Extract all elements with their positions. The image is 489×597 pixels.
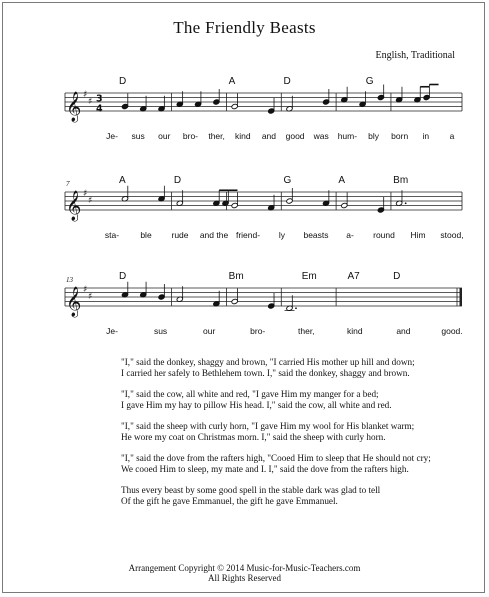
treble-clef-icon: 𝄞 (66, 287, 82, 317)
final-barline (460, 288, 463, 306)
treble-clef-icon: 𝄞 (66, 191, 82, 221)
chord-symbol: D (119, 271, 127, 282)
lyric-syllable: stood, (440, 230, 464, 240)
verse-line: "I," said the cow, all white and red, "I gave Him my manger for a bed; (121, 389, 379, 399)
time-signature-top: 3 (96, 93, 103, 105)
treble-clef-icon: 𝄞 (66, 92, 82, 122)
verse-line: I gave Him my hay to pillow His head. I," said the cow, all white and red. (121, 400, 392, 410)
lyric-syllable: ther, (208, 131, 225, 141)
lyric-syllable: hum- (337, 131, 358, 141)
lyric-syllable: was (313, 131, 329, 141)
verse (121, 357, 461, 379)
chord-symbol: D (173, 175, 182, 186)
lyric-syllable: ly (278, 230, 286, 240)
verse-line: I carried her safely to Bethlehem town. I," said the donkey, shaggy and brown. (121, 368, 410, 378)
lyric-syllable: a (449, 131, 455, 141)
verse-line: Thus every beast by some good spell in the stable dark was glad to tell (121, 485, 381, 495)
verse (121, 389, 461, 411)
verse (121, 421, 461, 443)
time-signature-bottom: 4 (96, 103, 103, 115)
lyric-syllable: bly (368, 131, 379, 141)
measure-number: 13 (66, 276, 73, 284)
lyric-syllable: our (202, 326, 216, 336)
lyric-syllable: and the (199, 230, 229, 240)
verse-line: Of the gift he gave Emmanuel, the gift he gave Emmanuel. (121, 496, 338, 506)
copyright-notice: Arrangement Copyright © 2014 Music-for-Music-Teachers.com (128, 563, 361, 573)
lyric-syllable: round (373, 230, 395, 240)
verse (121, 485, 461, 507)
sharp-icon: ♯ (88, 292, 93, 302)
chord-symbol: G (365, 76, 374, 87)
chord-symbol: G (283, 175, 292, 186)
lyric-syllable: our (158, 131, 171, 141)
sharp-icon: ♯ (88, 196, 93, 206)
sharp-icon: ♯ (83, 90, 88, 100)
chord-symbol: A (228, 76, 236, 87)
chord-symbol: D (283, 76, 291, 87)
chord-symbol: Em (301, 271, 317, 282)
lyric-syllable: born (391, 131, 409, 141)
dot (295, 307, 297, 309)
chord-symbol: A (338, 175, 346, 186)
composer-credit: English, Traditional (375, 50, 455, 61)
chord-symbol: D (393, 271, 401, 282)
verse-line: "I," said the sheep with curly horn, "I gave Him my wool for His blanket warm; (121, 421, 415, 431)
verse-line: "I," said the donkey, shaggy and brown, "I carried His mother up hill and down; (121, 357, 415, 367)
verse-line: We cooed Him to sleep, my mate and I. I," said the dove from the rafters high. (121, 464, 409, 474)
lyric-syllable: good. (441, 326, 463, 336)
verses-block (121, 357, 461, 517)
lyric-syllable: sus (131, 131, 145, 141)
chord-symbol: Bm (393, 175, 409, 186)
sharp-icon: ♯ (83, 285, 88, 295)
lyric-syllable: Him (410, 230, 426, 240)
lyric-syllable: kind (347, 326, 363, 336)
lyric-syllable: Je- (106, 131, 118, 141)
lyric-syllable: good (285, 131, 305, 141)
lyric-syllable: rude (171, 230, 189, 240)
chord-symbol: A (119, 175, 126, 186)
lyric-syllable: kind (234, 131, 251, 141)
lyric-syllable: a- (346, 230, 354, 240)
sharp-icon: ♯ (88, 97, 93, 107)
lyric-syllable: and (261, 131, 277, 141)
lyric-syllable: sta- (104, 230, 120, 240)
lyric-syllable: ble (140, 230, 152, 240)
measure-number: 7 (66, 180, 70, 188)
lyric-syllable: beasts (303, 230, 329, 240)
lyric-syllable: Je- (106, 326, 118, 336)
lyric-syllable: in (422, 131, 430, 141)
chord-symbol: D (119, 76, 127, 87)
sharp-icon: ♯ (83, 189, 88, 199)
dot (405, 202, 407, 204)
lyric-syllable: bro- (182, 131, 199, 141)
verse-line: "I," said the dove from the rafters high, "Cooed Him to sleep that He should not cry; (121, 453, 431, 463)
footer (0, 563, 489, 583)
lyric-syllable: ther, (298, 326, 315, 336)
lyric-syllable: and (396, 326, 411, 336)
rights-notice: All Rights Reserved (208, 573, 281, 583)
chord-symbol: A7 (347, 271, 360, 282)
song-title: The Friendly Beasts (173, 18, 316, 37)
lyric-syllable: friend- (235, 230, 261, 240)
lyric-syllable: bro- (250, 326, 266, 336)
verse-line: He wore my coat on Christmas morn. I," said the sheep with curly horn. (121, 432, 386, 442)
verse (121, 453, 461, 475)
lyric-syllable: sus (153, 326, 168, 336)
chord-symbol: Bm (228, 271, 244, 282)
